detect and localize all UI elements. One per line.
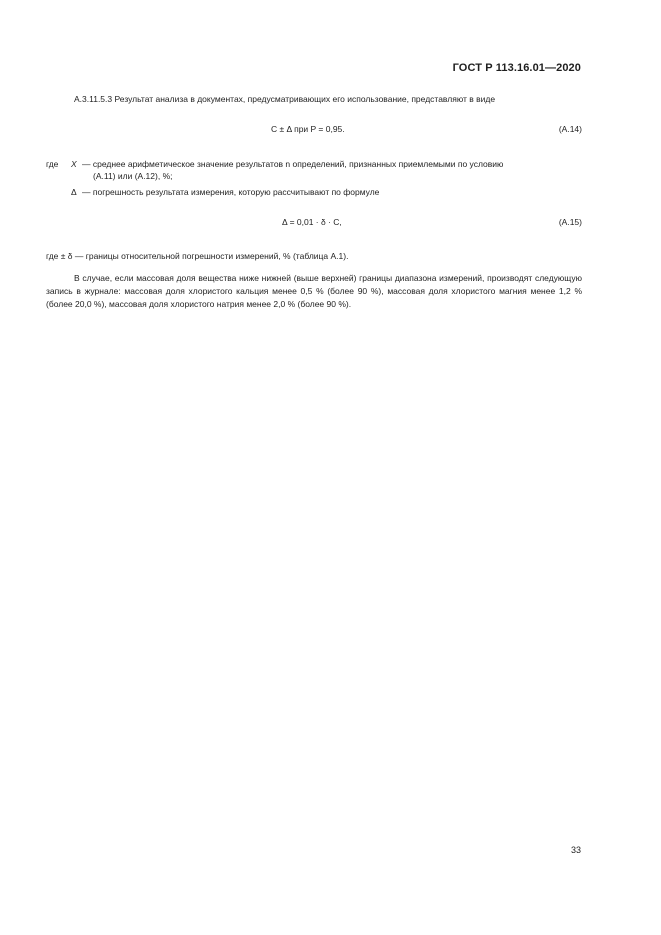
formula-a15: Δ = 0,01 · δ · C,: [282, 217, 342, 227]
definition-delta-text: — погрешность результата измерения, которую рассчитывают по формуле: [82, 187, 380, 197]
formula-a14: C ± Δ при P = 0,95.: [271, 124, 345, 134]
formula-a14-number: (А.14): [558, 124, 582, 134]
section-intro-line: А.3.11.5.3 Результат анализа в документах, предусматривающих его использование, представляют в виде: [74, 94, 496, 104]
definition-x-text-line2: (А.11) или (А.12), %;: [93, 171, 173, 181]
measurement-range-paragraph: В случае, если массовая доля вещества ниже нижней (выше верхней) границы диапазона измерений, производят следующую запись в журнале: массовая доля хлористого кальция менее 0,5 % (более 90 %), массовая доля хлористого магния менее 1,2 % (более 20,0 %), массовая доля хлористого натрия менее 2,0 % (более 90 %).: [46, 273, 582, 309]
definition-delta-symbol: Δ: [71, 187, 77, 197]
delta-bound-line: где ± δ — границы относительной погрешности измерений, % (таблица А.1).: [46, 251, 349, 261]
formula-a15-number: (А.15): [558, 217, 582, 227]
definition-x-text-line1: — среднее арифметическое значение результатов n определений, признанных приемлемыми по условию: [82, 159, 504, 169]
standard-code-header: ГОСТ Р 113.16.01—2020: [452, 62, 581, 74]
definition-x-symbol: X: [71, 159, 77, 169]
where-word: где: [46, 159, 59, 169]
page-number: 33: [570, 845, 581, 855]
